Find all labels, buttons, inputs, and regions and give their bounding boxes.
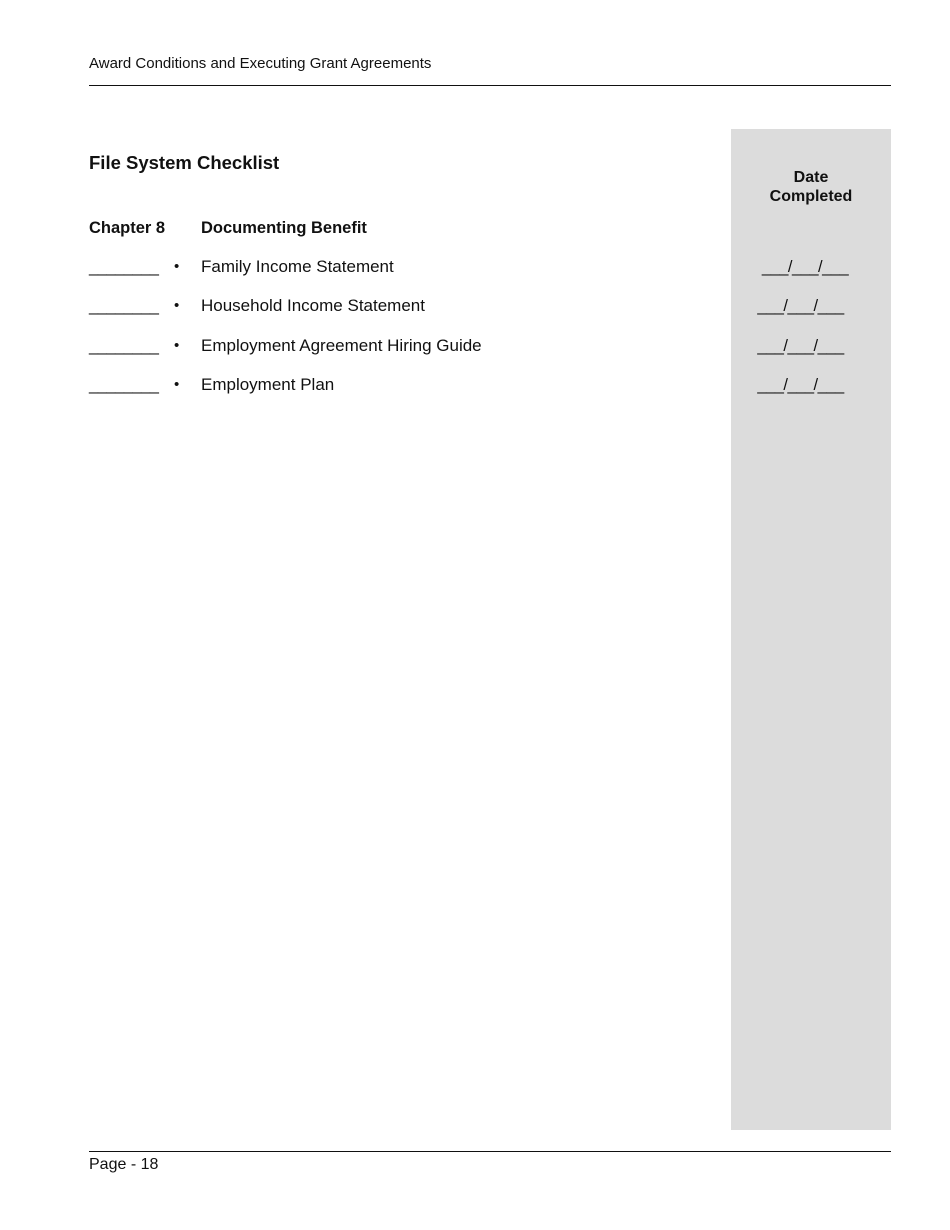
checklist-item bbox=[0, 375, 950, 397]
date-completed-column bbox=[731, 129, 891, 1130]
checkoff-blank: ________ bbox=[89, 337, 159, 355]
footer-divider bbox=[89, 1151, 891, 1152]
header-divider bbox=[89, 85, 891, 86]
chapter-title: Documenting Benefit bbox=[201, 219, 367, 237]
checklist-item bbox=[0, 336, 950, 358]
checklist-item bbox=[0, 257, 950, 279]
checkoff-blank: ________ bbox=[89, 297, 159, 315]
bullet-icon: • bbox=[174, 337, 180, 354]
date-completed-blank: ___/___/___ bbox=[757, 297, 844, 315]
checklist-item bbox=[0, 296, 950, 318]
checklist-title: File System Checklist bbox=[89, 152, 280, 173]
bullet-icon: • bbox=[174, 297, 180, 314]
date-completed-blank: ___/___/___ bbox=[757, 376, 844, 394]
checklist-item-label: Employment Agreement Hiring Guide bbox=[201, 336, 482, 355]
chapter-label: Chapter 8 bbox=[89, 219, 166, 237]
bullet-icon: • bbox=[174, 376, 180, 393]
page-number: Page - 18 bbox=[89, 1156, 159, 1173]
checklist-item-label: Family Income Statement bbox=[201, 257, 394, 276]
date-heading-line-1: Date bbox=[793, 169, 829, 186]
header-title: Award Conditions and Executing Grant Agreements bbox=[89, 55, 432, 72]
date-completed-blank: ___/___/___ bbox=[761, 258, 849, 276]
date-completed-blank: ___/___/___ bbox=[757, 337, 844, 355]
checklist-item-label: Household Income Statement bbox=[201, 296, 425, 315]
date-heading-line-2: Completed bbox=[769, 188, 853, 205]
checkoff-blank: ________ bbox=[89, 258, 159, 276]
bullet-icon: • bbox=[174, 258, 180, 275]
date-completed-heading bbox=[731, 168, 891, 206]
checkoff-blank: ________ bbox=[89, 376, 159, 394]
checklist-item-label: Employment Plan bbox=[201, 375, 335, 394]
